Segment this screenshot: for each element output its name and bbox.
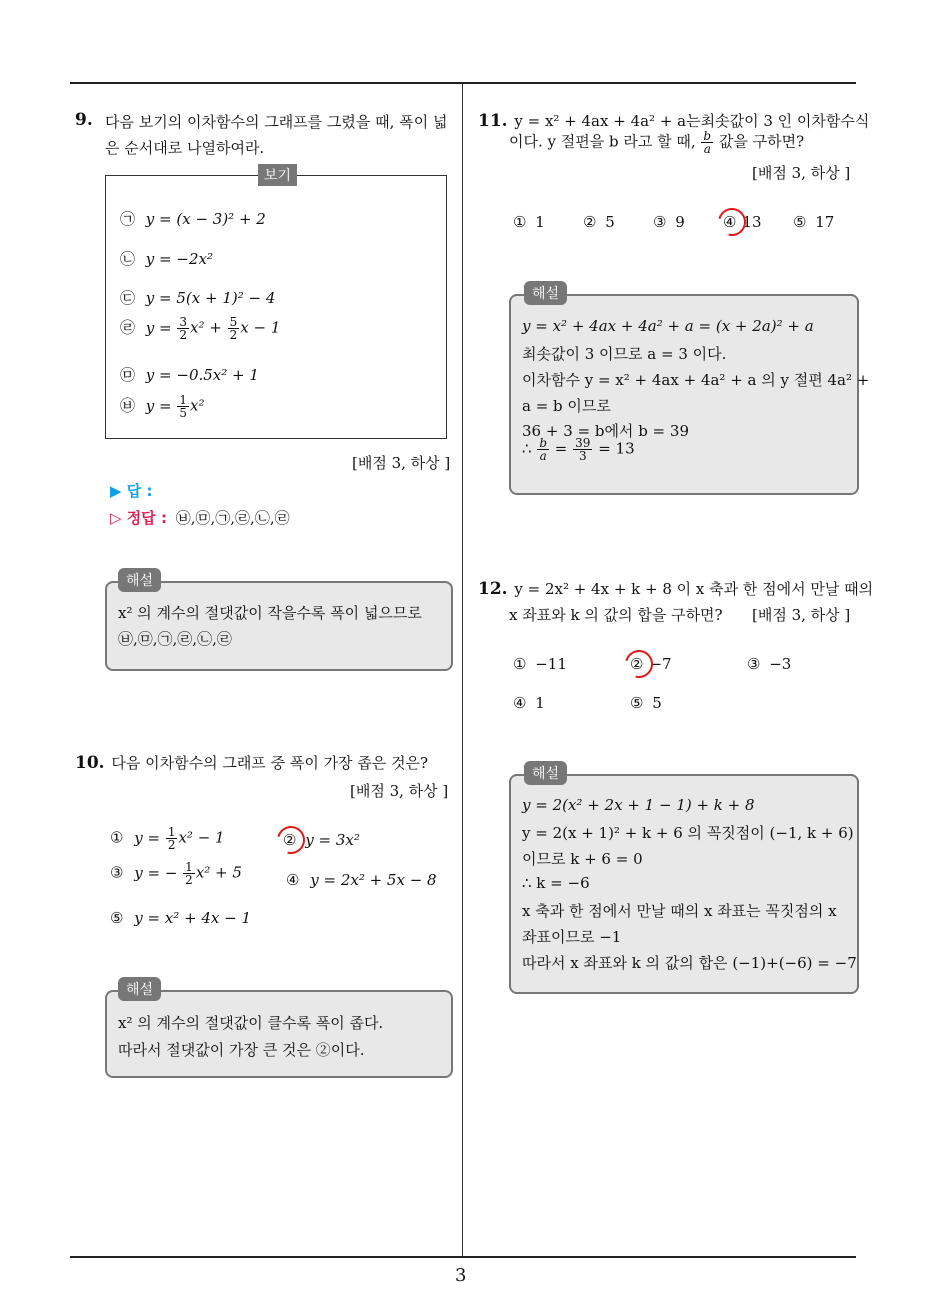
selected-answer-circle: [272, 821, 310, 859]
q9-solution-box: [105, 581, 453, 671]
q12-sol-line1: y = 2(x² + 2x + 1 − 1) + k + 8: [522, 796, 755, 814]
choice-mark: ③: [110, 863, 124, 882]
fraction: $\frac{5}{2}$: [229, 315, 238, 342]
q12-sol-line6: 좌표이므로 −1: [522, 928, 622, 946]
item-expr: y = (x − 3)² + 2: [145, 210, 266, 228]
item-mark: ㉢: [120, 289, 136, 307]
q11-number: 11.: [478, 111, 508, 131]
q11-solution-tag: 해설: [524, 281, 567, 305]
fraction: $\frac{3}{2}$: [179, 315, 188, 342]
item-mark: ㉡: [120, 250, 136, 268]
correct-label: ▷ 정답 :: [110, 509, 167, 527]
bogi-item-2: [120, 248, 213, 269]
q12-choice-2[interactable]: ② −7: [630, 655, 672, 673]
q11-text-line1: y = x² + 4ax + 4a² + a는최솟값이 3 인 이차함수식: [514, 112, 870, 130]
choice-mark: ④: [286, 871, 300, 889]
q9-correct: [110, 507, 290, 528]
correct-value: ㉥,㉤,㉠,㉣,㉡,㉣: [175, 509, 290, 527]
q12-choice-3[interactable]: ③ −3: [747, 655, 792, 673]
q12-text-line2: x 좌표와 k 의 값의 합을 구하면?: [509, 606, 723, 624]
fraction: $\frac{1}{5}$: [179, 393, 188, 420]
q10-solution-line1: x² 의 계수의 절댓값이 클수록 폭이 좁다.: [118, 1014, 384, 1032]
q10-solution-line2: 따라서 절댓값이 가장 큰 것은 ②이다.: [118, 1041, 365, 1059]
q9-solution-line2: ㉥,㉤,㉠,㉣,㉡,㉣: [118, 630, 232, 648]
item-expr: y =: [145, 396, 172, 415]
q10-question: [75, 752, 428, 773]
selected-answer-circle: [713, 203, 751, 241]
q12-number: 12.: [478, 579, 508, 599]
q10-choice-4[interactable]: ④ y = 2x² + 5x − 8: [286, 871, 437, 889]
q11-question: [478, 110, 869, 131]
q11-choice-2[interactable]: ② 5: [583, 213, 615, 231]
q12-text-line1: y = 2x² + 4x + k + 8 이 x 축과 한 점에서 만날 때의: [514, 580, 874, 598]
bogi-item-4: ㉣ y = $\frac{3}{2}$ x² + $\frac{5}{2}$ x − 1: [120, 315, 281, 342]
choice-mark: ①: [110, 828, 124, 847]
item-mark: ㉤: [120, 366, 136, 384]
q11-sol-line6: ∴ $\frac{b}{a}$ = $\frac{39}{3}$ = 13: [522, 436, 635, 463]
q10-text: 다음 이차함수의 그래프 중 폭이 가장 좁은 것은?: [111, 754, 429, 772]
q10-solution-box: [105, 990, 453, 1078]
q11-choice-4[interactable]: ④ 13: [723, 213, 762, 231]
q10-choice-3[interactable]: ③ y = − $\frac{1}{2}$ x² + 5: [110, 860, 242, 887]
q9-question: [75, 110, 93, 130]
fraction: $\frac{1}{2}$: [167, 825, 176, 852]
item-expr: y = 5(x + 1)² − 4: [145, 289, 276, 307]
q12-choice-1[interactable]: ① −11: [513, 655, 567, 673]
q9-score: [배점 3, 하상 ]: [352, 454, 451, 472]
q10-choice-1[interactable]: ① y = $\frac{1}{2}$ x² − 1: [110, 825, 225, 852]
item-expr: y = −0.5x² + 1: [145, 366, 259, 384]
q11-choice-3[interactable]: ③ 9: [653, 213, 685, 231]
q11-sol-line3: 이차함수 y = x² + 4ax + 4a² + a 의 y 절편 4a² +: [522, 371, 870, 389]
q12-choice-4[interactable]: ④ 1: [513, 694, 545, 712]
bogi-item-3: [120, 287, 275, 308]
q12-sol-line5: x 축과 한 점에서 만날 때의 x 좌표는 꼭짓점의 x: [522, 902, 837, 920]
item-expr: y = −2x²: [145, 250, 213, 268]
q12-sol-line4: ∴ k = −6: [522, 874, 590, 892]
bogi-label: 보기: [258, 164, 297, 186]
bottom-rule: [70, 1256, 856, 1258]
q12-sol-line3: 이므로 k + 6 = 0: [522, 850, 643, 868]
q11-text-line2: 이다. y 절편을 b 라고 할 때, $\frac{b}{a}$ 값을 구하면?: [509, 129, 805, 156]
q9-text-line1: 다음 보기의 이차함수의 그래프를 그렸을 때, 폭이 넓: [105, 113, 448, 131]
fraction: $\frac{b}{a}$: [539, 436, 548, 463]
q11-sol-line4: a = b 이므로: [522, 397, 611, 415]
q11-sol-line2: 최솟값이 3 이므로 a = 3 이다.: [522, 345, 727, 363]
q12-choice-5[interactable]: ⑤ 5: [630, 694, 662, 712]
q11-score: [배점 3, 하상 ]: [752, 164, 851, 182]
page-number: 3: [455, 1265, 467, 1286]
q11-choice-5[interactable]: ⑤ 17: [793, 213, 835, 231]
q12-question: [478, 578, 873, 599]
choice-mark: ②: [283, 831, 297, 849]
selected-answer-circle: [620, 645, 658, 683]
choice-mark: ⑤: [110, 909, 124, 927]
q12-sol-line2: y = 2(x + 1)² + k + 6 의 꼭짓점이 (−1, k + 6): [522, 824, 854, 842]
q11-sol-line5: 36 + 3 = b에서 b = 39: [522, 422, 689, 440]
q10-solution-tag: 해설: [118, 977, 161, 1001]
q12-solution-tag: 해설: [524, 761, 567, 785]
top-rule: [70, 82, 856, 84]
item-mark: ㉠: [120, 210, 136, 228]
q10-number: 10.: [75, 753, 105, 773]
fraction: $\frac{1}{2}$: [185, 860, 193, 887]
q9-solution-tag: 해설: [118, 568, 161, 592]
q12-sol-line7: 따라서 x 좌표와 k 의 값의 합은 (−1)+(−6) = −7: [522, 954, 857, 972]
bogi-item-5: [120, 364, 259, 385]
q11-choice-1[interactable]: ① 1: [513, 213, 545, 231]
q10-choice-2[interactable]: ② y = 3x²: [283, 831, 360, 849]
q9-number: 9.: [75, 110, 93, 130]
q9-solution-line1: x² 의 계수의 절댓값이 작을수록 폭이 넓으므로: [118, 604, 422, 622]
q10-choice-5[interactable]: ⑤ y = x² + 4x − 1: [110, 909, 252, 927]
bogi-item-1: [120, 208, 266, 229]
q9-answer-label: ▶ 답 :: [110, 482, 153, 500]
item-mark: ㉥: [120, 396, 136, 415]
bogi-item-6: ㉥ y = $\frac{1}{5}$ x²: [120, 393, 205, 420]
q10-score: [배점 3, 하상 ]: [350, 782, 449, 800]
q12-score: [배점 3, 하상 ]: [752, 606, 851, 624]
q11-sol-line1: y = x² + 4ax + 4a² + a = (x + 2a)² + a: [522, 317, 814, 335]
column-divider: [462, 84, 463, 1257]
fraction: $\frac{39}{3}$: [575, 436, 591, 463]
fraction: $\frac{b}{a}$: [703, 129, 712, 156]
item-mark: ㉣: [120, 318, 136, 337]
item-expr: y =: [145, 318, 172, 337]
q9-text-line2: 은 순서대로 나열하여라.: [105, 139, 265, 157]
